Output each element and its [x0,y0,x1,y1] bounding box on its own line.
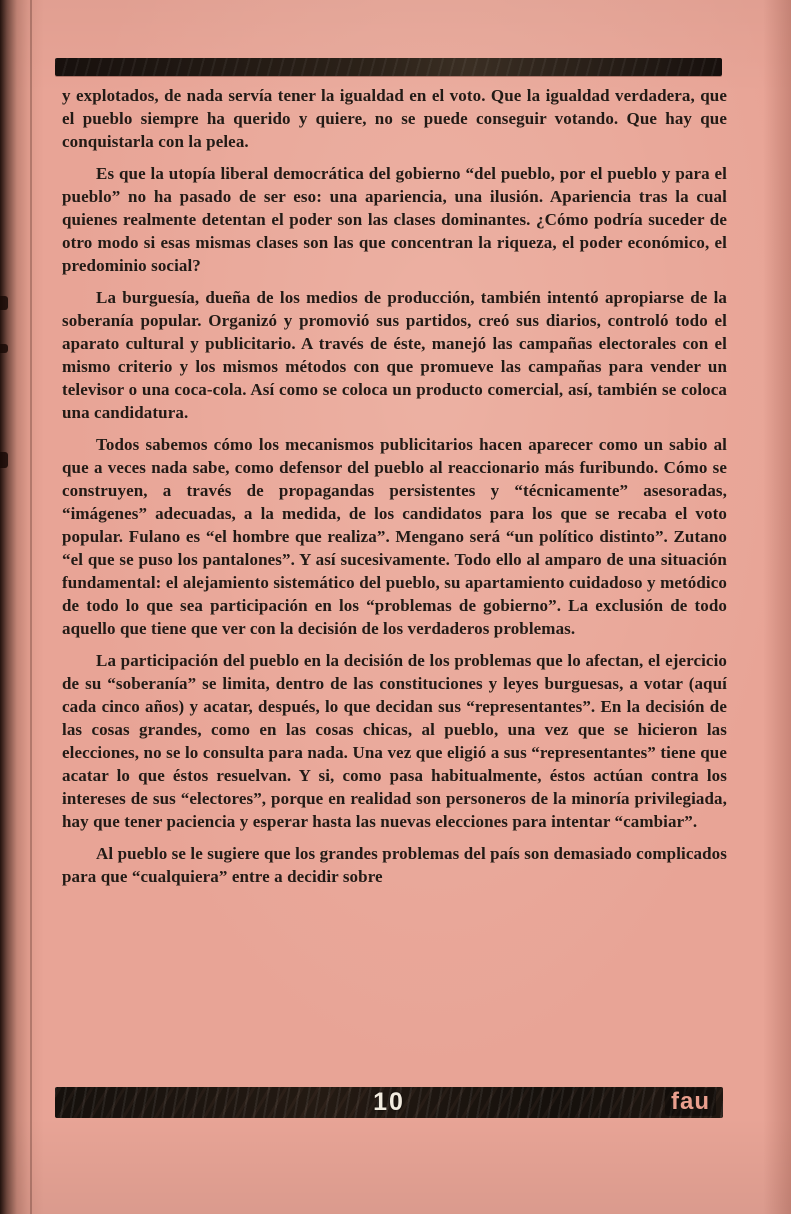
spine-shadow [0,0,44,1214]
binding-mark [0,344,8,353]
binding-mark [0,452,8,468]
publisher-imprint-fau: fau [665,1087,716,1115]
page-number: 10 [373,1087,405,1116]
paragraph: Al pueblo se le sugiere que los grandes problemas del país son demasiado complicados para que “cualquiera” entre a decidir sobre [62,844,727,886]
right-edge-shade [763,0,791,1214]
body-text [62,84,727,888]
top-rule-bar [55,58,722,76]
footer-bar [55,1087,723,1118]
paragraph: La participación del pueblo en la decisión de los problemas que lo afectan, el ejercicio de su “soberanía” se limita, dentro de las constituciones y leyes burguesas, a votar (aquí cada cinco años) y acatar, después, lo que decidan sus “representantes”. En la decisión de las cosas grandes, como en las cosas chicas, al pueblo, una vez que se hicieron las elecciones, no se lo consulta para nada. Una vez que eligió a sus “representantes” tiene que acatar lo que éstos resuelvan. Y si, como pasa habitualmente, éstos actúan contra los intereses de sus “electores”, porque en realidad son personeros de la minoría privilegiada, hay que tener paciencia y esperar hasta las nuevas elecciones para intentar “cambiar”. [62,651,727,831]
paragraph: La burguesía, dueña de los medios de producción, también intentó apropiarse de la soberanía popular. Organizó y promovió sus partidos, creó sus diarios, controló todo el aparato cultural y publicitario. A través de éste, manejó las campañas electorales con el mismo criterio y los mismos métodos con que promueve las campañas para vender un televisor o una coca-cola. Así como se coloca un producto comercial, así, también se coloca una candidatura. [62,288,727,422]
page-edge-line [30,0,32,1214]
paragraph-continuation: y explotados, de nada servía tener la igualdad en el voto. Que la igualdad verdadera, que el pueblo siempre ha querido y quiere, no se puede conseguir votando. Que hay que conquistarla con la pelea. [62,86,727,151]
paragraph: Es que la utopía liberal democrática del gobierno “del pueblo, por el pueblo y para el pueblo” no ha pasado de ser eso: una apariencia, una ilusión. Apariencia tras la cual quienes realmente detentan el poder son las clases dominantes. ¿Cómo podría suceder de otro modo si esas mismas clases son las que concentran la riqueza, el poder económico, el predominio social? [62,164,727,275]
paragraph: Todos sabemos cómo los mecanismos publicitarios hacen aparecer como un sabio al que a veces nada sabe, como defensor del pueblo al reaccionario más furibundo. Cómo se construyen, a través de propagandas persistentes y “técnicamente” asesoradas, “imágenes” adecuadas, a la medida, de los candidatos para los que se recaba el voto popular. Fulano es “el hombre que realiza”. Mengano será “un político distinto”. Zutano “el que se puso los pantalones”. Y así sucesivamente. Todo ello al amparo de una situación fundamental: el alejamiento sistemático del pueblo, su apartamiento cuidadoso y metódico de todo lo que sea participación en los “problemas de gobierno”. La exclusión de todo aquello que tiene que ver con la decisión de los verdaderos problemas. [62,435,727,638]
binding-mark [0,296,8,310]
